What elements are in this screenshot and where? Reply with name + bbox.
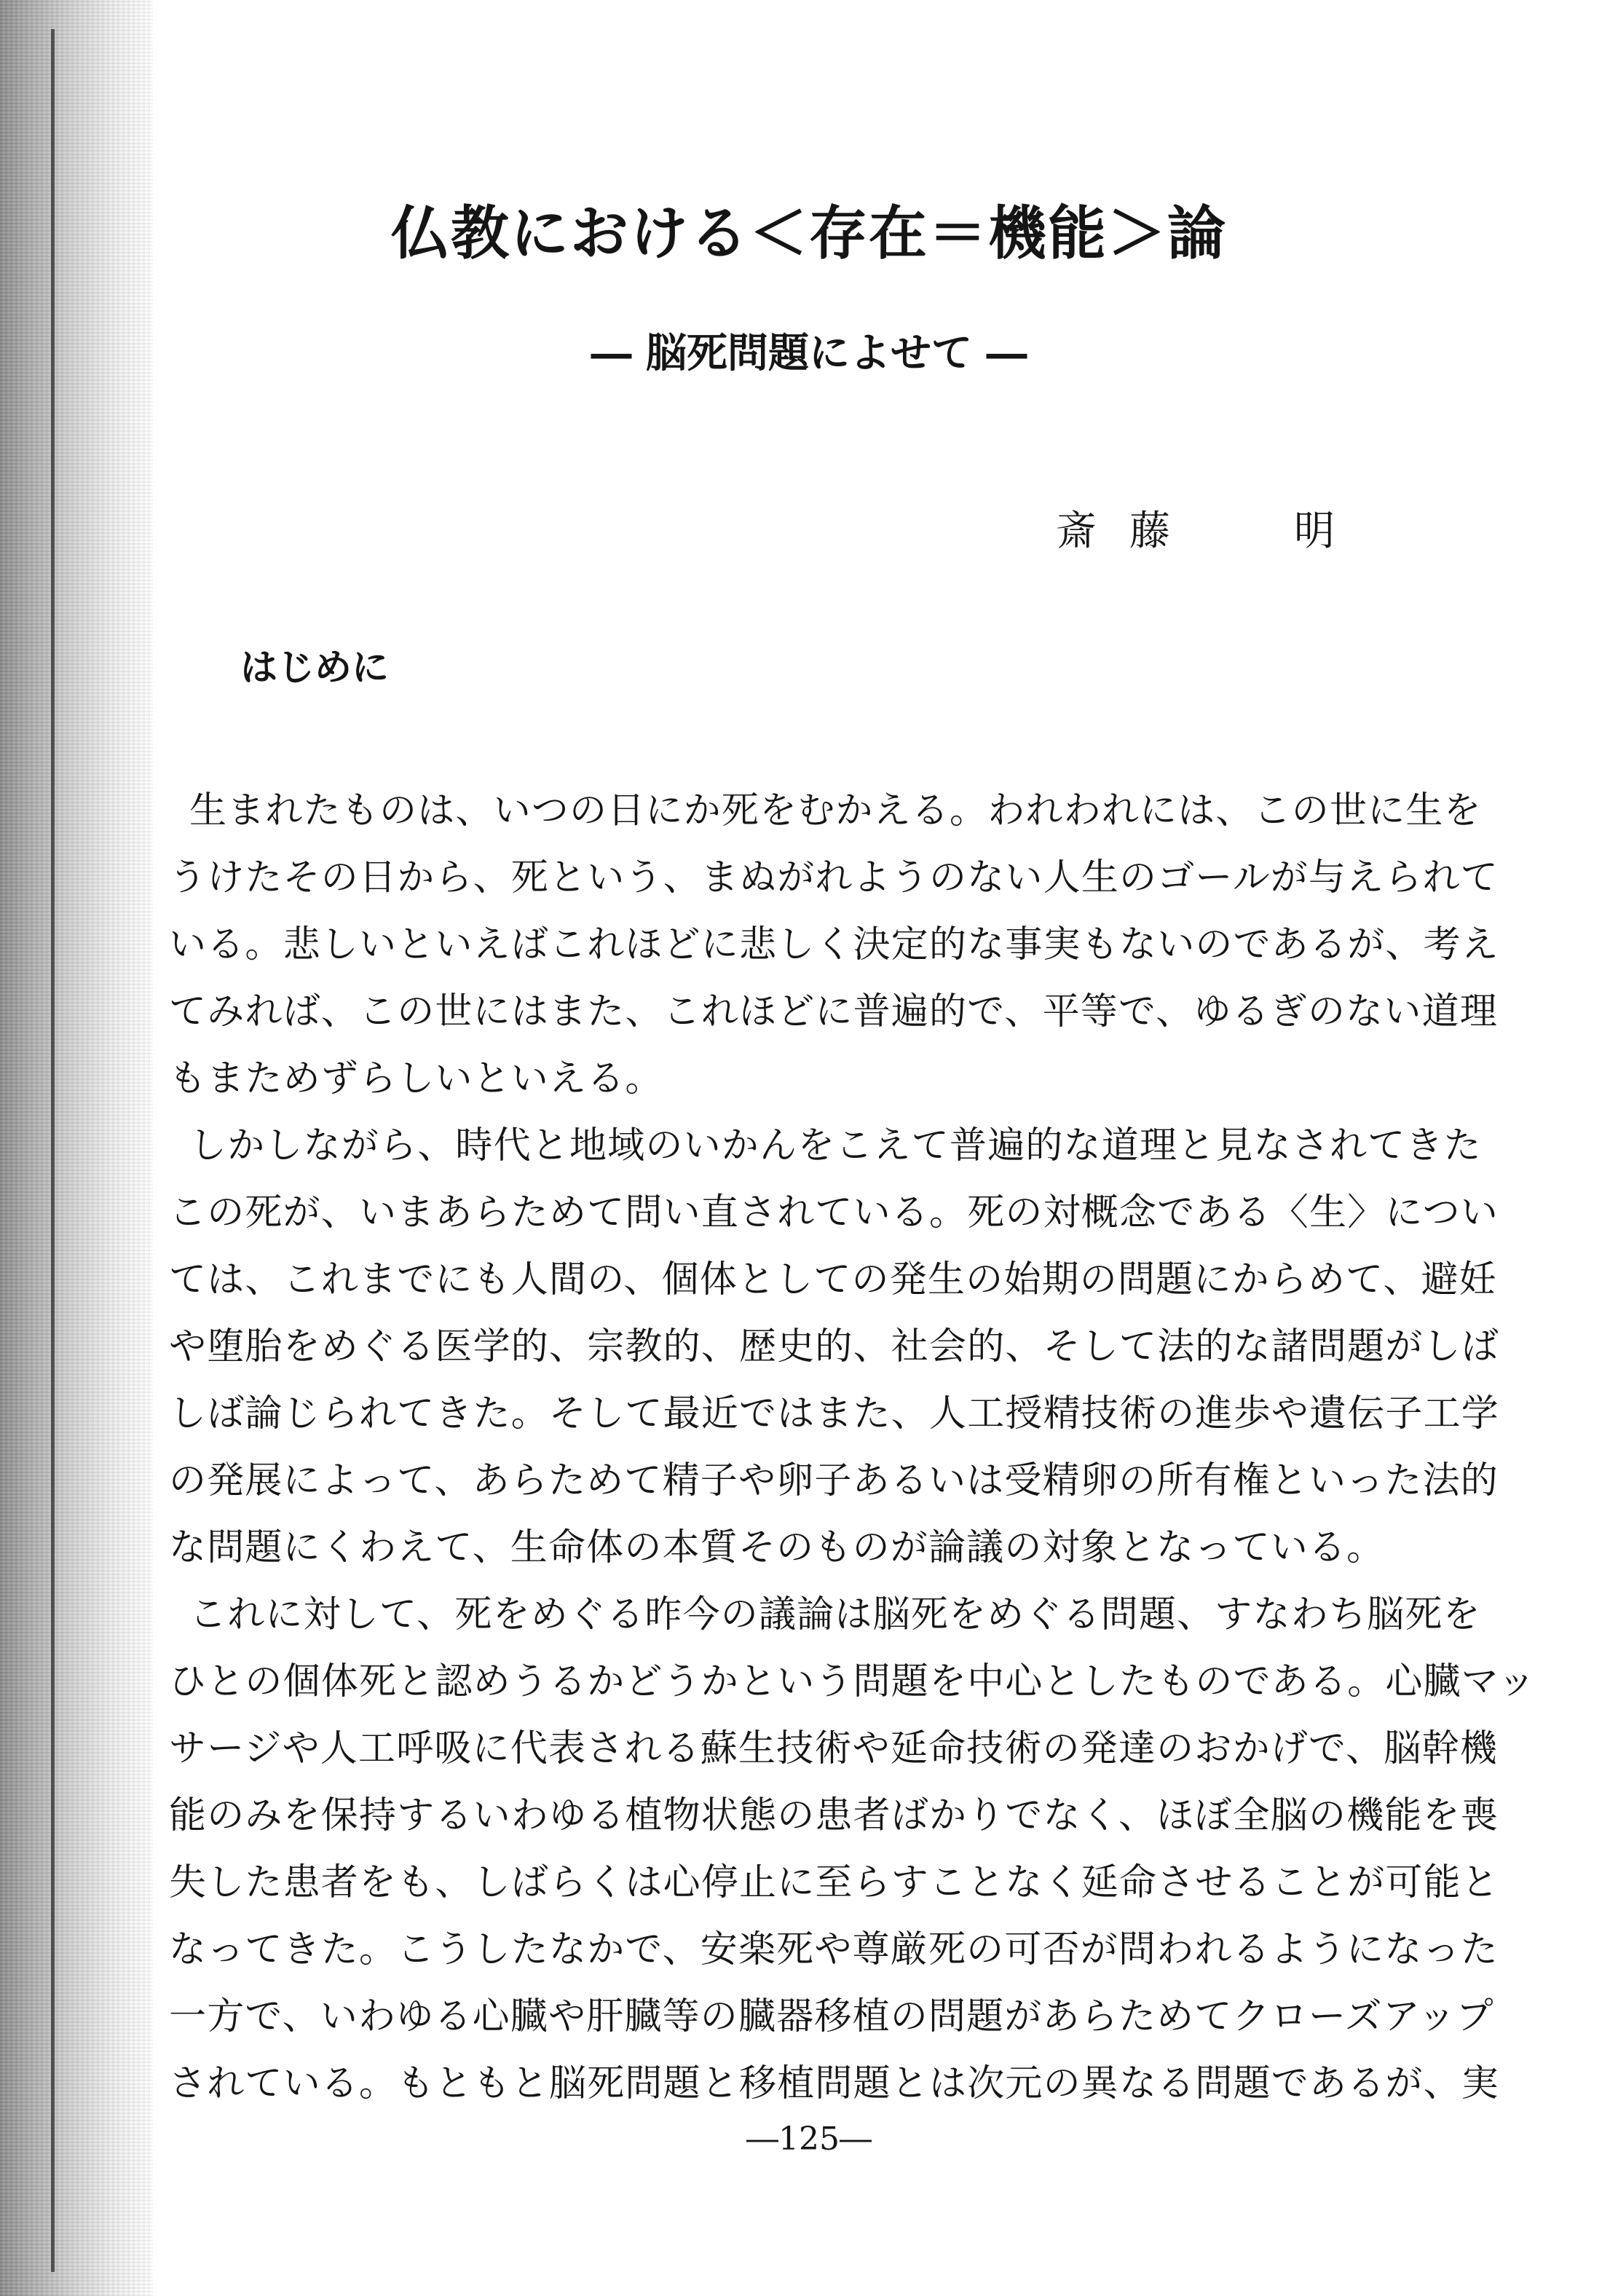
author-family-name-1: 斎	[1056, 508, 1097, 555]
article-subtitle: ― 脳死問題によせて ―	[591, 329, 1027, 377]
body-line: 失した患者をも、しばらくは心停止に至らすことなく延命させることが可能と	[169, 1861, 1500, 1904]
body-line: や堕胎をめぐる医学的、宗教的、歴史的、社会的、そして法的な諸問題がしば	[169, 1325, 1500, 1368]
body-line: この死が、いまあらためて問い直されている。死の対概念である〈生〉につい	[169, 1191, 1499, 1234]
author-name	[1041, 502, 1376, 561]
body-line: ひとの個体死と認めうるかどうかという問題を中心としたものである。心臓マッ	[169, 1660, 1536, 1703]
body-line: 一方で、いわゆる心臓や肝臓等の臓器移植の問題があらためてクローズアップ	[169, 1995, 1494, 2038]
body-line: ては、これまでにも人間の、個体としての発生の始期の問題にからめて、避妊	[169, 1258, 1497, 1301]
body-line: の発展によって、あらためて精子や卵子あるいは受精卵の所有権といった法的	[169, 1459, 1499, 1502]
body-line: なってきた。こうしたなかで、安楽死や尊厳死の可否が問われるようになった	[169, 1928, 1499, 1971]
page-number: ―125―	[746, 2121, 872, 2158]
section-heading: はじめに	[240, 646, 390, 690]
article-title: 仏教における＜存在＝機能＞論	[391, 199, 1227, 267]
body-line: うけたその日から、死という、まぬがれようのない人生のゴールが与えられて	[169, 856, 1499, 899]
body-line: これに対して、死をめぐる昨今の議論は脳死をめぐる問題、すなわち脳死を	[189, 1593, 1481, 1636]
body-line: てみれば、この世にはまた、これほどに普遍的で、平等で、ゆるぎのない道理	[169, 990, 1498, 1033]
author-family-name-2: 藤	[1129, 508, 1170, 555]
body-line: しば論じられてきた。そして最近ではまた、人工授精技術の進歩や遺伝子工学	[169, 1392, 1500, 1435]
author-given-name: 明	[1294, 508, 1335, 555]
body-line: しかしながら、時代と地域のいかんをこえて普遍的な道理と見なされてきた	[189, 1124, 1482, 1167]
body-line: サージや人工呼吸に代表される蘇生技術や延命技術の発達のおかげで、脳幹機	[169, 1727, 1498, 1770]
body-text	[169, 778, 1536, 2118]
body-line: 能のみを保持するいわゆる植物状態の患者ばかりでなく、ほぼ全脳の機能を喪	[169, 1794, 1499, 1837]
body-line: いる。悲しいといえばこれほどに悲しく決定的な事実もないのであるが、考え	[169, 923, 1500, 966]
body-line: 生まれたものは、いつの日にか死をむかえる。われわれには、この世に生を	[189, 789, 1482, 832]
body-line: な問題にくわえて、生命体の本質そのものが論議の対象となっている。	[169, 1526, 1385, 1569]
body-line: されている。もともと脳死問題と移植問題とは次元の異なる問題であるが、実	[169, 2062, 1500, 2105]
body-line: もまためずらしいといえる。	[169, 1057, 663, 1100]
